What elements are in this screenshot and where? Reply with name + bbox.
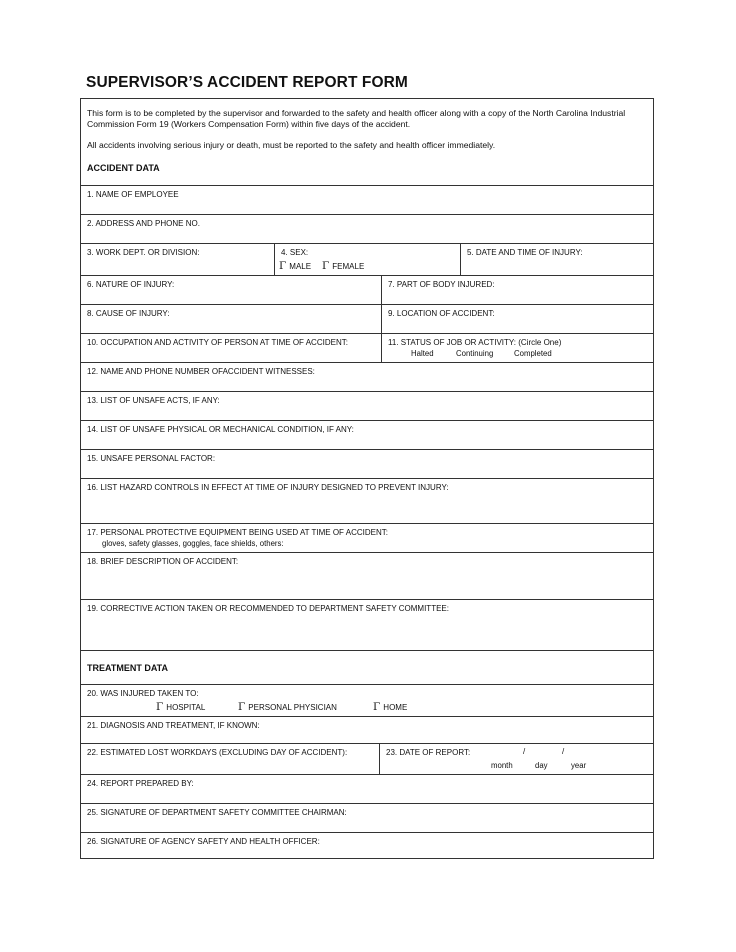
ppe-field[interactable] bbox=[81, 523, 653, 552]
date-month-label: month bbox=[491, 761, 513, 770]
taken-physician-option[interactable] bbox=[238, 701, 337, 713]
field-label: 26. SIGNATURE OF AGENCY SAFETY AND HEALTH OFFICER: bbox=[87, 837, 320, 846]
field-label: 19. CORRECTIVE ACTION TAKEN OR RECOMMENDED TO DEPARTMENT SAFETY COMMITTEE: bbox=[87, 604, 449, 613]
field-label: 12. NAME AND PHONE NUMBER OFACCIDENT WITNESSES: bbox=[87, 367, 315, 376]
accident-description-field[interactable] bbox=[81, 552, 653, 599]
hazard-controls-field[interactable] bbox=[81, 478, 653, 523]
field-label: 7. PART OF BODY INJURED: bbox=[388, 280, 495, 289]
ppe-examples: gloves, safety glasses, goggles, face shields, others: bbox=[102, 539, 284, 548]
field-label: 14. LIST OF UNSAFE PHYSICAL OR MECHANICAL CONDITION, IF ANY: bbox=[87, 425, 354, 434]
unsafe-acts-field[interactable] bbox=[81, 391, 653, 420]
field-label: 8. CAUSE OF INJURY: bbox=[87, 309, 170, 318]
field-label: 24. REPORT PREPARED BY: bbox=[87, 779, 194, 788]
treatment-data-heading: TREATMENT DATA bbox=[87, 663, 168, 673]
witnesses-field[interactable] bbox=[81, 362, 653, 391]
option-label: FEMALE bbox=[332, 262, 365, 271]
corrective-action-field[interactable] bbox=[81, 599, 653, 650]
location-of-accident-field[interactable] bbox=[381, 305, 653, 333]
status-completed-option[interactable]: Completed bbox=[514, 349, 552, 358]
checkbox-icon[interactable]: Γ bbox=[279, 260, 287, 272]
accident-report-form bbox=[80, 98, 654, 859]
date-time-injury-field[interactable] bbox=[460, 244, 653, 275]
status-halted-option[interactable]: Halted bbox=[411, 349, 434, 358]
date-separator: / bbox=[523, 747, 526, 756]
field-label: 13. LIST OF UNSAFE ACTS, IF ANY: bbox=[87, 396, 220, 405]
dept-sex-date-row bbox=[81, 243, 653, 275]
name-of-employee-field[interactable] bbox=[81, 185, 653, 214]
diagnosis-field[interactable] bbox=[81, 716, 653, 743]
sex-field bbox=[274, 244, 460, 275]
field-label: 9. LOCATION OF ACCIDENT: bbox=[388, 309, 495, 318]
option-label: MALE bbox=[289, 262, 312, 271]
occupation-activity-field[interactable] bbox=[81, 334, 381, 362]
report-prepared-by-field[interactable] bbox=[81, 774, 653, 803]
nature-body-row bbox=[81, 275, 653, 304]
field-label: 5. DATE AND TIME OF INJURY: bbox=[467, 248, 583, 257]
cause-of-injury-field[interactable] bbox=[81, 305, 381, 333]
taken-to-field bbox=[81, 684, 653, 716]
field-label: 1. NAME OF EMPLOYEE bbox=[87, 190, 179, 199]
sex-male-option[interactable] bbox=[279, 260, 311, 272]
field-label: 18. BRIEF DESCRIPTION OF ACCIDENT: bbox=[87, 557, 239, 566]
date-of-report-field[interactable] bbox=[379, 744, 653, 774]
treatment-data-section bbox=[81, 650, 653, 684]
occupation-status-row bbox=[81, 333, 653, 362]
work-dept-field[interactable] bbox=[81, 244, 274, 275]
field-label: 11. STATUS OF JOB OR ACTIVITY: (Circle One) bbox=[388, 338, 562, 347]
field-label: 2. ADDRESS AND PHONE NO. bbox=[87, 219, 200, 228]
field-label: 4. SEX: bbox=[281, 248, 309, 257]
date-separator: / bbox=[562, 747, 565, 756]
taken-home-option[interactable] bbox=[373, 701, 407, 713]
status-continuing-option[interactable]: Continuing bbox=[456, 349, 494, 358]
workdays-date-row bbox=[81, 743, 653, 774]
job-status-field bbox=[381, 334, 653, 362]
lost-workdays-field[interactable] bbox=[81, 744, 379, 774]
date-year-label: year bbox=[571, 761, 587, 770]
part-of-body-field[interactable] bbox=[381, 276, 653, 304]
checkbox-icon[interactable]: Γ bbox=[156, 701, 164, 713]
field-label: 16. LIST HAZARD CONTROLS IN EFFECT AT TIME OF INJURY DESIGNED TO PREVENT INJURY: bbox=[87, 483, 449, 492]
field-label: 22. ESTIMATED LOST WORKDAYS (EXCLUDING DAY OF ACCIDENT): bbox=[87, 748, 348, 757]
field-label: 15. UNSAFE PERSONAL FACTOR: bbox=[87, 454, 216, 463]
taken-hospital-option[interactable] bbox=[156, 701, 205, 713]
checkbox-icon[interactable]: Γ bbox=[373, 701, 381, 713]
field-label: 17. PERSONAL PROTECTIVE EQUIPMENT BEING USED AT TIME OF ACCIDENT: bbox=[87, 528, 388, 537]
field-label: 10. OCCUPATION AND ACTIVITY OF PERSON AT TIME OF ACCIDENT: bbox=[87, 338, 348, 347]
nature-of-injury-field[interactable] bbox=[81, 276, 381, 304]
field-label: 25. SIGNATURE OF DEPARTMENT SAFETY COMMITTEE CHAIRMAN: bbox=[87, 808, 347, 817]
date-day-label: day bbox=[535, 761, 548, 770]
instructions-paragraph: This form is to be completed by the supervisor and forwarded to the safety and health officer along with a copy of the North Carolina Industrial Commission Form 19 (Workers Compensation Form) within five days of the accident. bbox=[87, 108, 626, 129]
field-label: 6. NATURE OF INJURY: bbox=[87, 280, 175, 289]
cause-location-row bbox=[81, 304, 653, 333]
field-label: 23. DATE OF REPORT: bbox=[386, 748, 471, 757]
address-phone-field[interactable] bbox=[81, 214, 653, 243]
option-label: PERSONAL PHYSICIAN bbox=[248, 703, 337, 712]
unsafe-personal-factor-field[interactable] bbox=[81, 449, 653, 478]
checkbox-icon[interactable]: Γ bbox=[322, 260, 330, 272]
checkbox-icon[interactable]: Γ bbox=[238, 701, 246, 713]
unsafe-conditions-field[interactable] bbox=[81, 420, 653, 449]
sex-female-option[interactable] bbox=[322, 260, 364, 272]
option-label: HOME bbox=[383, 703, 408, 712]
accident-data-heading: ACCIDENT DATA bbox=[87, 163, 160, 173]
field-label: 3. WORK DEPT. OR DIVISION: bbox=[87, 248, 200, 257]
form-instructions bbox=[87, 108, 649, 151]
safety-officer-signature-field[interactable] bbox=[81, 832, 653, 859]
serious-injury-notice: All accidents involving serious injury or death, must be reported to the safety and health officer immediately. bbox=[87, 140, 496, 150]
field-label: 20. WAS INJURED TAKEN TO: bbox=[87, 689, 199, 698]
field-label: 21. DIAGNOSIS AND TREATMENT, IF KNOWN: bbox=[87, 721, 260, 730]
committee-chairman-signature-field[interactable] bbox=[81, 803, 653, 832]
option-label: HOSPITAL bbox=[166, 703, 206, 712]
page-title: SUPERVISOR’S ACCIDENT REPORT FORM bbox=[86, 74, 408, 91]
